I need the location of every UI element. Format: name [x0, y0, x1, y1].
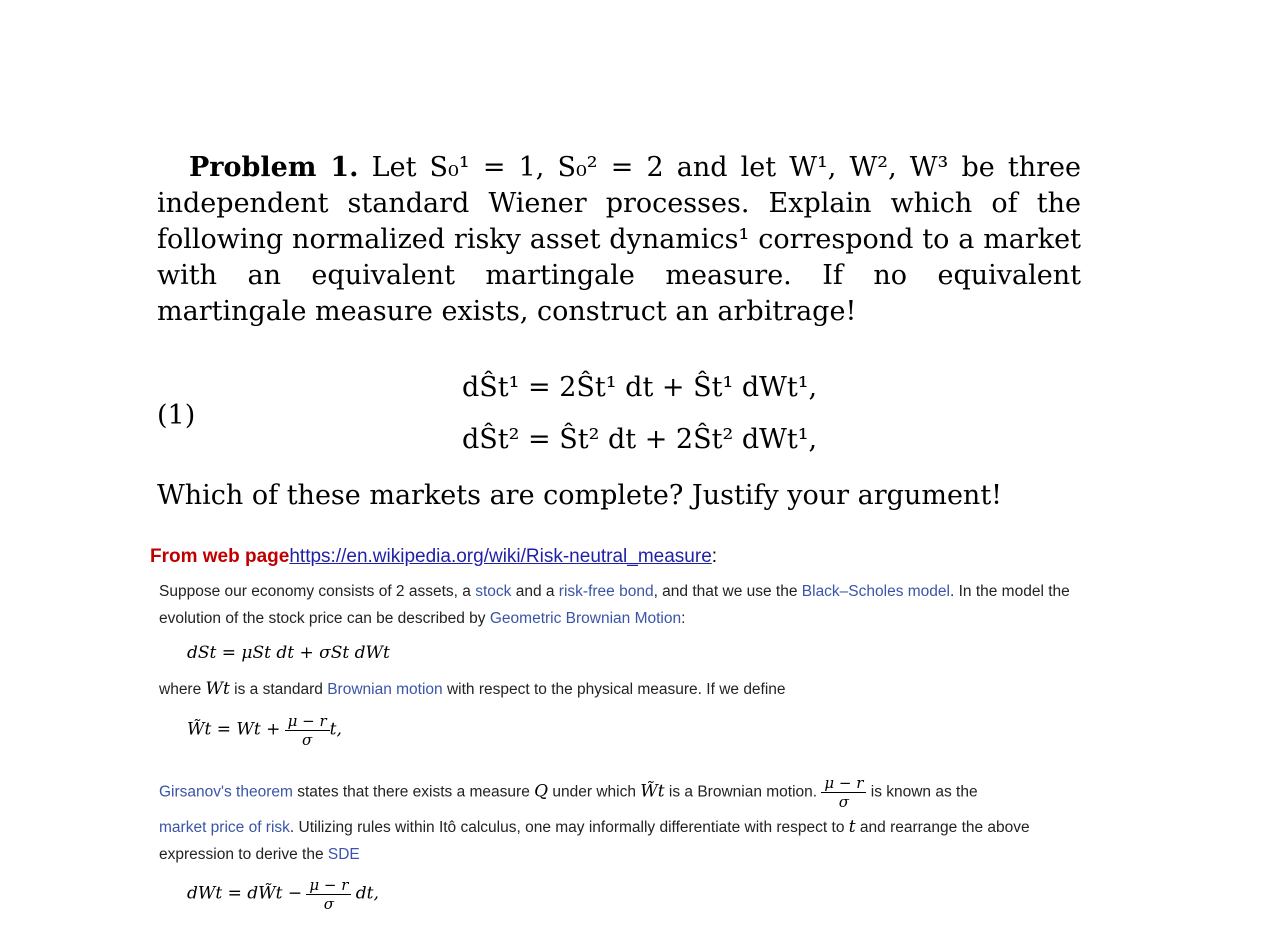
text: . Utilizing rules within Itô calculus, one may informally differentiate with respect to: [289, 819, 849, 836]
text: , and that we use the: [653, 583, 802, 600]
text: is a Brownian motion.: [664, 783, 818, 801]
var-w: Wt: [205, 679, 230, 699]
source-line: [150, 546, 717, 568]
denominator: σ: [323, 895, 335, 913]
formula-rhs: dt,: [355, 883, 379, 904]
text: is a standard: [229, 681, 328, 698]
link-stock[interactable]: stock: [475, 583, 512, 600]
var-w-tilde: W̃t: [640, 781, 665, 802]
wiki-paragraph-3: [159, 774, 1099, 811]
formula-gbm: dSt = μSt dt + σSt dWt: [187, 643, 390, 663]
problem-body: Let S₀¹ = 1, S₀² = 2 and let W¹, W², W³ be three independent standard Wiener processes. Explain which of the following normalized risky asset dynamics¹ correspond to a market with an equivalent martingale measure. If no equivalent martingale measure exists, construct an arbitrage!: [157, 152, 1081, 327]
denominator: σ: [838, 793, 850, 811]
numerator: μ − r: [285, 712, 330, 731]
var-t: t: [848, 817, 856, 837]
link-gbm[interactable]: Geometric Brownian Motion: [489, 610, 682, 627]
fraction: [306, 876, 351, 913]
link-risk-free-bond[interactable]: risk-free bond: [558, 583, 654, 600]
link-girsanov[interactable]: Girsanov's theorem: [159, 783, 293, 801]
problem-title: Problem 1.: [189, 152, 359, 183]
formula-lhs: W̃t = Wt +: [187, 719, 281, 740]
formula-lhs: dWt = dW̃t −: [187, 883, 303, 904]
problem-statement: [157, 150, 1081, 330]
equation-number: (1): [157, 400, 196, 431]
numerator: μ − r: [306, 876, 351, 895]
text: states that there exists a measure: [292, 783, 535, 801]
link-brownian-motion[interactable]: Brownian motion: [327, 681, 443, 698]
text: Suppose our economy consists of 2 assets, a: [159, 583, 476, 600]
source-link[interactable]: https://en.wikipedia.org/wiki/Risk-neutral_measure: [289, 546, 712, 567]
text: :: [681, 610, 686, 627]
fraction: [285, 712, 330, 749]
text: and a: [511, 583, 559, 600]
numerator: μ − r: [821, 774, 866, 793]
equation-line-2: dŜt² = Ŝt² dt + 2Ŝt² dWt¹,: [462, 424, 818, 455]
equation-line-1: dŜt¹ = 2Ŝt¹ dt + Ŝt¹ dWt¹,: [462, 372, 818, 403]
formula-dw: [187, 876, 379, 913]
fraction-mpr: [821, 774, 866, 811]
text: . In the model the evolution of the stock price can be described by: [159, 583, 1070, 627]
wiki-paragraph-1: [159, 578, 1099, 632]
text: is known as the: [866, 783, 978, 801]
var-q: Q: [534, 781, 549, 802]
link-black-scholes[interactable]: Black–Scholes model: [801, 583, 950, 600]
formula-rhs: t,: [329, 719, 342, 740]
formula-w-tilde: [187, 712, 342, 749]
link-sde[interactable]: SDE: [327, 846, 360, 863]
text: with respect to the physical measure. If we define: [442, 681, 786, 698]
source-suffix: :: [711, 546, 718, 567]
link-market-price-of-risk[interactable]: market price of risk: [159, 819, 290, 836]
wiki-paragraph-2: [159, 676, 786, 703]
text: and rearrange the above expression to derive the: [159, 819, 1030, 863]
denominator: σ: [302, 731, 313, 749]
wiki-paragraph-4: [159, 814, 1089, 868]
equation-block: [157, 372, 1081, 472]
question-text: Which of these markets are complete? Justify your argument!: [157, 480, 1003, 511]
text: under which: [548, 783, 641, 801]
text: where: [159, 681, 206, 698]
source-label: From web page: [150, 546, 290, 567]
